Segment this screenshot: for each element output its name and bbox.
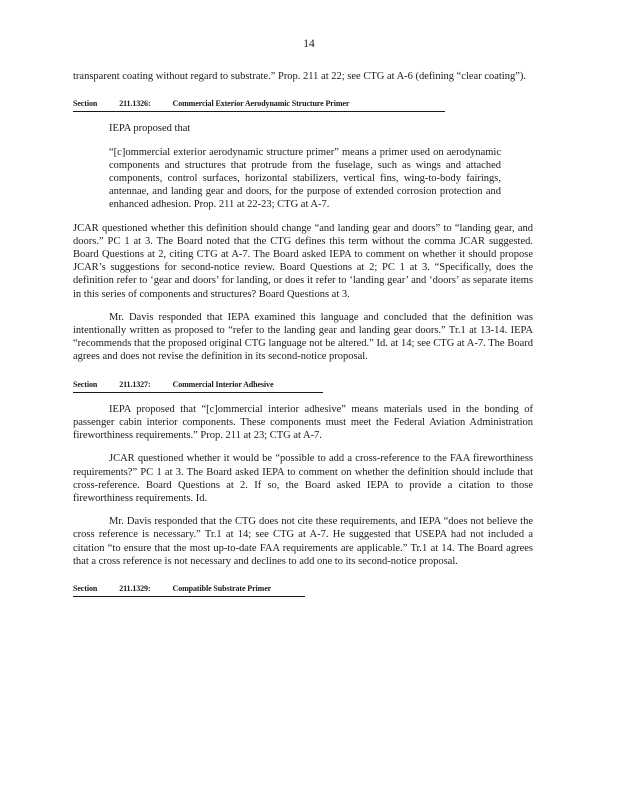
section-label: Section — [73, 584, 98, 594]
definition-quote: “[c]ommercial exterior aerodynamic structure primer” means a primer used on aerodynamic components and structures that protrude from the fuselage, such as wings and attached components, control surfaces, horizontal stabilizers, vertical fins, wing-to-body fairings, antennae, and landing gear and doors, for the purpose of extended corrosion protection and enhanced adhesion. Prop. 211 at 22-23; CTG at A-7. — [109, 146, 501, 211]
intro-paragraph: transparent coating without regard to substrate.” Prop. 211 at 22; see CTG at A-6 (defining “clear coating”). — [73, 71, 527, 82]
paragraph: Mr. Davis responded that IEPA examined this language and concluded that the definition was intentionally written as proposed to “refer to the landing gear and landing gear doors.” Tr.1 at 13-14. IEPA “recommends that the proposed original CTG language not be altered.” Id. at 14; see CTG at A-7. The Board agrees and does not revise the definition in its second-notice proposal. — [73, 311, 533, 363]
page-number: 14 — [303, 38, 315, 50]
paragraph: Mr. Davis responded that the CTG does not cite these requirements, and IEPA “does not believe the cross reference is necessary.” Tr.1 at 14; see CTG at A-7. He suggested that USEPA had not included a citation “to ensure that the most up-to-date FAA requirements are applicable.” Tr.1 at 14. The Board agrees that a cross reference is not necessary and declines to add one to its second-notice proposal. — [73, 516, 533, 567]
section-heading-1329 — [73, 582, 305, 597]
section-title: Compatible Substrate Primer — [172, 584, 272, 594]
section-number: 211.1326: — [119, 99, 151, 109]
paragraph: JCAR questioned whether this definition should change “and landing gear and doors” to “landing gear, and doors.” PC 1 at 3. The Board noted that the CTG defines this term without the comma JCAR suggested. Board Questions at 2, citing CTG at A-7. The Board asked IEPA to comment on whether it should propose JCAR’s suggestions for second-notice review. Board Questions at 2; PC 1 at 3. “Specifically, does the definition refer to ‘gear and doors’ for landing, or does it refer to ‘landing gear’ and ‘doors’ as separate items in this series of components and structures? Board Questions at 3. — [73, 222, 533, 300]
section-title: Commercial Exterior Aerodynamic Structure Primer — [172, 99, 350, 109]
section-heading-1327 — [73, 378, 323, 393]
section-number: 211.1329: — [119, 584, 151, 594]
paragraph: JCAR questioned whether it would be “possible to add a cross-reference to the FAA fireworthiness requirements?” PC 1 at 3. The Board asked IEPA to comment on whether the definition should include that cross-reference. Board Questions at 2. If so, the Board asked IEPA to provide a citation to those fireworthiness requirements. Id. — [73, 453, 533, 505]
section-title: Commercial Interior Adhesive — [172, 379, 274, 389]
document-body — [73, 70, 533, 597]
section-number: 211.1327: — [119, 379, 151, 389]
paragraph: IEPA proposed that “[c]ommercial interior adhesive” means materials used in the bonding of passenger cabin interior components. These components must meet the Federal Aviation Administration fireworthiness requirements.” Prop. 211 at 23; CTG at A-7. — [73, 403, 533, 442]
section-label: Section — [73, 379, 98, 389]
section-heading-1326 — [73, 97, 445, 112]
section-label: Section — [73, 99, 98, 109]
section-lead: IEPA proposed that — [109, 123, 191, 135]
